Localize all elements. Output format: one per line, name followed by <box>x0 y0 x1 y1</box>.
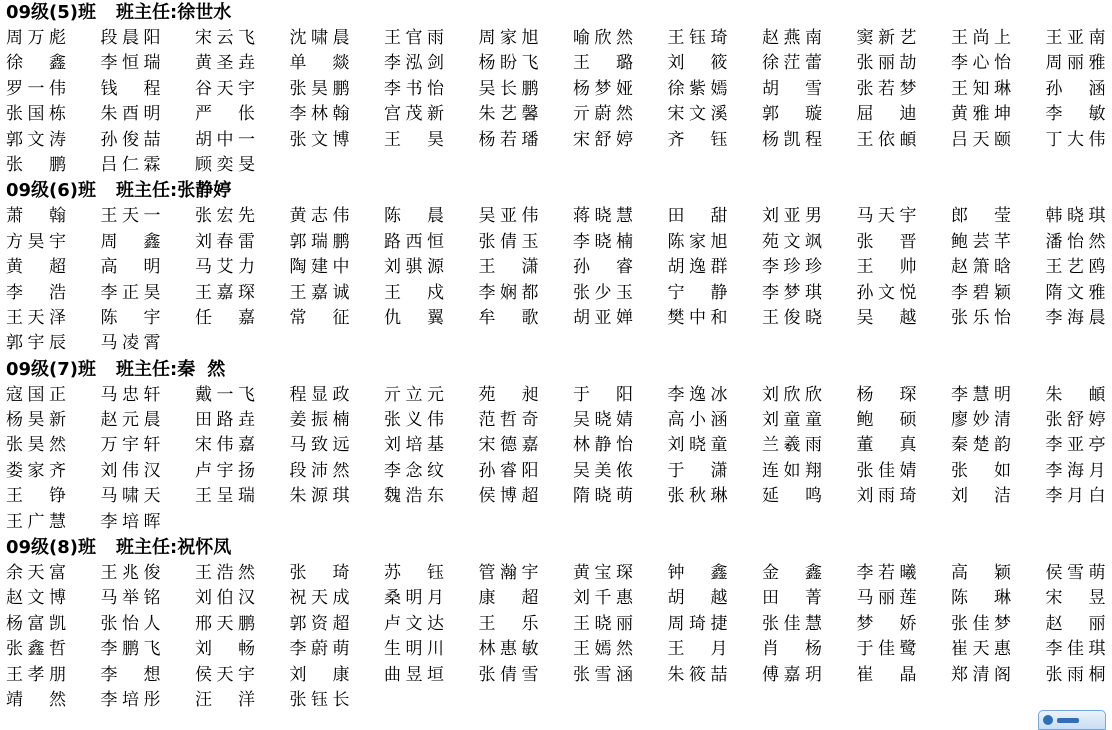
student-name: 王兆俊 <box>100 563 161 584</box>
student-name: 李逸冰 <box>667 384 728 405</box>
student-name: 苏钰 <box>384 563 444 584</box>
student-name: 张昊然 <box>6 435 66 456</box>
student-name: 崔晶 <box>856 664 917 685</box>
student-name: 张国栋 <box>6 104 66 125</box>
student-name: 刘培基 <box>384 435 444 456</box>
student-name: 王依頔 <box>856 129 917 150</box>
student-name: 程显政 <box>289 384 350 405</box>
student-name: 胡中一 <box>195 129 255 150</box>
student-name: 魏浩东 <box>384 486 444 507</box>
student-name: 刘伯汉 <box>195 588 255 609</box>
teacher-name: 张静婷 <box>177 180 232 202</box>
student-name: 朱源琪 <box>289 486 350 507</box>
student-name: 朱筱喆 <box>667 664 728 685</box>
student-name: 傅嘉玥 <box>762 664 822 685</box>
student-name: 张倩雪 <box>478 664 539 685</box>
student-name: 金鑫 <box>762 563 822 584</box>
student-name: 孙睿 <box>573 257 633 278</box>
student-name: 萧翰 <box>6 206 66 227</box>
student-name: 张少玉 <box>573 282 633 303</box>
student-name: 李恒瑞 <box>100 53 161 74</box>
teacher-name: 祝怀凤 <box>177 537 232 559</box>
student-name: 王嫣然 <box>573 639 633 660</box>
student-name: 张丽劼 <box>856 53 917 74</box>
student-name: 高明 <box>100 257 161 278</box>
class-section <box>0 535 1112 713</box>
student-name: 李泓剑 <box>384 53 444 74</box>
student-name: 张若梦 <box>856 78 917 99</box>
student-name: 郎莹 <box>951 206 1011 227</box>
student-name: 余天富 <box>6 563 66 584</box>
student-name: 陈家旭 <box>667 231 728 252</box>
student-name: 李敏 <box>1045 104 1106 125</box>
class-label: 09级(5)班 <box>6 2 97 23</box>
student-name: 严伥 <box>195 104 255 125</box>
student-name: 汪洋 <box>195 689 255 710</box>
student-name: 杨琛 <box>856 384 917 405</box>
student-name: 徐紫嫣 <box>667 78 728 99</box>
student-name: 路西恒 <box>384 231 444 252</box>
student-name: 王艺鸥 <box>1045 257 1106 278</box>
student-name: 张雪涵 <box>573 664 633 685</box>
student-name: 侯雪萌 <box>1045 563 1106 584</box>
student-name: 李浩 <box>6 282 66 303</box>
student-name: 牟歌 <box>478 307 539 328</box>
student-name: 黄圣垚 <box>195 53 255 74</box>
student-name: 侯天宇 <box>195 664 255 685</box>
student-name: 管瀚宇 <box>478 563 539 584</box>
student-name: 李娴都 <box>478 282 539 303</box>
student-name: 张如 <box>951 460 1011 481</box>
student-name: 李亚亭 <box>1045 435 1106 456</box>
student-name: 单燚 <box>289 53 350 74</box>
student-name: 钱程 <box>100 78 161 99</box>
student-name: 仇翼 <box>384 307 444 328</box>
student-name: 郭瑞鹏 <box>289 231 350 252</box>
class-label: 09级(7)班 <box>6 358 97 380</box>
student-name: 黄宝琛 <box>573 563 633 584</box>
student-name: 胡逸群 <box>667 257 728 278</box>
student-name: 张秋琳 <box>667 486 728 507</box>
student-name: 范哲奇 <box>478 410 539 431</box>
student-name: 刘洁 <box>951 486 1011 507</box>
student-name: 胡越 <box>667 588 728 609</box>
student-name: 王晓丽 <box>573 613 633 634</box>
student-name: 王俊晓 <box>762 307 822 328</box>
student-name: 李珍珍 <box>762 257 822 278</box>
student-name: 鲍芸芊 <box>951 231 1011 252</box>
student-name: 宋文溪 <box>667 104 728 125</box>
student-name: 靖然 <box>6 689 66 710</box>
student-name: 钟鑫 <box>667 563 728 584</box>
class-header <box>0 357 1112 383</box>
student-name: 亓立元 <box>384 384 444 405</box>
student-name: 曲昱垣 <box>384 664 444 685</box>
student-name: 吴晓婧 <box>573 410 633 431</box>
student-name: 陈琳 <box>951 588 1011 609</box>
student-grid <box>0 204 1112 356</box>
student-name: 丁大伟 <box>1045 129 1106 150</box>
student-name: 张宏先 <box>195 206 255 227</box>
student-name: 王潇 <box>478 257 539 278</box>
student-name: 张鹏 <box>6 154 66 175</box>
teacher-label: 班主任: <box>116 537 178 559</box>
student-name: 赵丽 <box>1045 613 1106 634</box>
student-name: 王铮 <box>6 486 66 507</box>
student-name: 林静怡 <box>573 435 633 456</box>
student-name: 张怡人 <box>100 613 161 634</box>
student-name: 林惠敏 <box>478 639 539 660</box>
teacher-name: 秦然 <box>177 358 238 380</box>
class-label: 09级(6)班 <box>6 180 97 202</box>
student-name: 吕仁霖 <box>100 154 161 175</box>
student-name: 王官雨 <box>384 28 444 48</box>
student-name: 王戍 <box>384 282 444 303</box>
student-name: 张晋 <box>856 231 917 252</box>
student-grid <box>0 383 1112 535</box>
student-name: 杨若璠 <box>478 129 539 150</box>
student-name: 郭资超 <box>289 613 350 634</box>
student-name: 樊中和 <box>667 307 728 328</box>
student-name: 张琦 <box>289 563 350 584</box>
student-name: 于潇 <box>667 460 728 481</box>
student-name: 赵文博 <box>6 588 66 609</box>
student-name: 胡雪 <box>762 78 822 99</box>
student-name: 黄雅坤 <box>951 104 1011 125</box>
corner-logo-icon <box>1038 710 1106 730</box>
student-name: 李心怡 <box>951 53 1011 74</box>
student-name: 周琦捷 <box>667 613 728 634</box>
student-name: 隋文雅 <box>1045 282 1106 303</box>
student-name: 苑昶 <box>478 384 539 405</box>
student-name: 桑明月 <box>384 588 444 609</box>
student-name: 吴亚伟 <box>478 206 539 227</box>
student-name: 杨凯程 <box>762 129 822 150</box>
student-name: 周万彪 <box>6 28 66 48</box>
student-name: 赵燕南 <box>762 28 822 48</box>
student-name: 张鑫哲 <box>6 639 66 660</box>
student-name: 李海月 <box>1045 460 1106 481</box>
student-name: 李月白 <box>1045 486 1106 507</box>
student-name: 窦新艺 <box>856 28 917 48</box>
student-name: 喻欣然 <box>573 28 633 48</box>
student-name: 张佳婧 <box>856 460 917 481</box>
student-name: 刘亚男 <box>762 206 822 227</box>
student-name: 祝天成 <box>289 588 350 609</box>
student-name: 刘伟汉 <box>100 460 161 481</box>
student-name: 高小涵 <box>667 410 728 431</box>
student-name: 张文博 <box>289 129 350 150</box>
student-grid <box>0 561 1112 713</box>
student-name: 刘童童 <box>762 410 822 431</box>
student-name: 李想 <box>100 664 161 685</box>
teacher-label: 班主任: <box>116 180 178 202</box>
student-name: 赵箫晗 <box>951 257 1011 278</box>
student-name: 王知琳 <box>951 78 1011 99</box>
student-name: 周丽雅 <box>1045 53 1106 74</box>
student-name: 李书怡 <box>384 78 444 99</box>
student-name: 宋云飞 <box>195 28 255 48</box>
student-name: 侯博超 <box>478 486 539 507</box>
student-name: 马致远 <box>289 435 350 456</box>
class-section <box>0 357 1112 535</box>
student-name: 黄超 <box>6 257 66 278</box>
class-label: 09级(8)班 <box>6 537 97 559</box>
student-name: 刘春雷 <box>195 231 255 252</box>
student-name: 张义伟 <box>384 410 444 431</box>
student-name: 谷天宇 <box>195 78 255 99</box>
student-name: 张倩玉 <box>478 231 539 252</box>
student-name: 马丽莲 <box>856 588 917 609</box>
student-name: 王帅 <box>856 257 917 278</box>
student-name: 刘雨琦 <box>856 486 917 507</box>
student-name: 万宇轩 <box>100 435 161 456</box>
teacher-name: 徐世水 <box>177 2 232 23</box>
student-name: 陈宇 <box>100 307 161 328</box>
student-name: 刘康 <box>289 664 350 685</box>
student-name: 康超 <box>478 588 539 609</box>
student-name: 马举铭 <box>100 588 161 609</box>
student-name: 马凌霄 <box>100 333 161 354</box>
student-name: 刘骐源 <box>384 257 444 278</box>
student-name: 宋昱 <box>1045 588 1106 609</box>
student-name: 杨昊新 <box>6 410 66 431</box>
student-name: 刘晓童 <box>667 435 728 456</box>
student-name: 杨梦娅 <box>573 78 633 99</box>
student-name: 齐钰 <box>667 129 728 150</box>
student-name: 王天一 <box>100 206 161 227</box>
student-name: 朱艺馨 <box>478 104 539 125</box>
student-name: 连如翔 <box>762 460 822 481</box>
student-name: 董真 <box>856 435 917 456</box>
student-name: 孙涵 <box>1045 78 1106 99</box>
student-name: 王嘉琛 <box>195 282 255 303</box>
student-name: 王月 <box>667 639 728 660</box>
student-name: 李碧颖 <box>951 282 1011 303</box>
student-name: 王乐 <box>478 613 539 634</box>
teacher-label: 班主任: <box>116 2 178 23</box>
student-name: 吴越 <box>856 307 917 328</box>
student-name: 李蔚萌 <box>289 639 350 660</box>
student-name: 周鑫 <box>100 231 161 252</box>
student-name: 张雨桐 <box>1045 664 1106 685</box>
teacher-label: 班主任: <box>116 358 178 380</box>
student-name: 潘怡然 <box>1045 231 1106 252</box>
student-name: 李海晨 <box>1045 307 1106 328</box>
student-name: 胡亚婵 <box>573 307 633 328</box>
student-name: 郭文涛 <box>6 129 66 150</box>
student-name: 王钰琦 <box>667 28 728 48</box>
student-name: 马啸天 <box>100 486 161 507</box>
student-name: 段沛然 <box>289 460 350 481</box>
student-name: 宋舒婷 <box>573 129 633 150</box>
student-name: 马忠轩 <box>100 384 161 405</box>
student-name: 方昊宇 <box>6 231 66 252</box>
student-name: 张昊鹏 <box>289 78 350 99</box>
student-name: 顾奕旻 <box>195 154 255 175</box>
student-name: 李培晖 <box>100 511 161 532</box>
student-name: 刘畅 <box>195 639 255 660</box>
student-name: 卢宇扬 <box>195 460 255 481</box>
student-name: 宋伟嘉 <box>195 435 255 456</box>
student-name: 王尚上 <box>951 28 1011 48</box>
student-name: 崔天惠 <box>951 639 1011 660</box>
student-name: 姜振楠 <box>289 410 350 431</box>
class-section <box>0 0 1112 178</box>
class-header <box>0 535 1112 561</box>
student-name: 王广慧 <box>6 511 66 532</box>
student-name: 王嘉诚 <box>289 282 350 303</box>
student-name: 宫茂新 <box>384 104 444 125</box>
student-name: 赵元晨 <box>100 410 161 431</box>
student-name: 李念纹 <box>384 460 444 481</box>
student-name: 常征 <box>289 307 350 328</box>
student-name: 郭宇辰 <box>6 333 66 354</box>
student-name: 苑文飒 <box>762 231 822 252</box>
student-name: 亓蔚然 <box>573 104 633 125</box>
student-name: 鲍硕 <box>856 410 917 431</box>
student-name: 罗一伟 <box>6 78 66 99</box>
student-name: 张佳梦 <box>951 613 1011 634</box>
student-name: 陈晨 <box>384 206 444 227</box>
student-name: 屈迪 <box>856 104 917 125</box>
student-name: 宁静 <box>667 282 728 303</box>
student-name: 生明川 <box>384 639 444 660</box>
student-name: 沈啸晨 <box>289 28 350 48</box>
student-name: 杨盼飞 <box>478 53 539 74</box>
student-name: 戴一飞 <box>195 384 255 405</box>
student-name: 徐茳蕾 <box>762 53 822 74</box>
student-name: 李晓楠 <box>573 231 633 252</box>
student-name: 刘欣欣 <box>762 384 822 405</box>
student-name: 郭璇 <box>762 104 822 125</box>
student-name: 田菁 <box>762 588 822 609</box>
student-name: 马天宇 <box>856 206 917 227</box>
student-name: 高颖 <box>951 563 1011 584</box>
class-header <box>0 0 1112 26</box>
student-name: 王昊 <box>384 129 444 150</box>
student-name: 王浩然 <box>195 563 255 584</box>
student-name: 李正昊 <box>100 282 161 303</box>
student-name: 黄志伟 <box>289 206 350 227</box>
student-name: 于佳鹭 <box>856 639 917 660</box>
class-header <box>0 178 1112 204</box>
student-name: 秦楚韵 <box>951 435 1011 456</box>
student-name: 吴美侬 <box>573 460 633 481</box>
student-name: 延鸣 <box>762 486 822 507</box>
student-name: 李培彤 <box>100 689 161 710</box>
student-name: 李鹏飞 <box>100 639 161 660</box>
student-name: 张佳慧 <box>762 613 822 634</box>
student-name: 王天泽 <box>6 307 66 328</box>
student-name: 王呈瑞 <box>195 486 255 507</box>
student-name: 吴长鹏 <box>478 78 539 99</box>
student-name: 肖杨 <box>762 639 822 660</box>
student-name: 刘千惠 <box>573 588 633 609</box>
student-name: 孙俊喆 <box>100 129 161 150</box>
student-name: 李林翰 <box>289 104 350 125</box>
student-name: 梦娇 <box>856 613 917 634</box>
student-name: 娄家齐 <box>6 460 66 481</box>
student-name: 王亚南 <box>1045 28 1106 48</box>
student-name: 朱頔 <box>1045 384 1106 405</box>
student-name: 段晨阳 <box>100 28 161 48</box>
student-name: 张钰长 <box>289 689 350 710</box>
student-name: 任嘉 <box>195 307 255 328</box>
student-name: 寇国正 <box>6 384 66 405</box>
student-name: 于阳 <box>573 384 633 405</box>
student-name: 王孝朋 <box>6 664 66 685</box>
student-name: 王璐 <box>573 53 633 74</box>
student-name: 刘筱 <box>667 53 728 74</box>
student-name: 孙睿阳 <box>478 460 539 481</box>
student-name: 邢天鹏 <box>195 613 255 634</box>
student-name: 李慧明 <box>951 384 1011 405</box>
student-name: 李若曦 <box>856 563 917 584</box>
student-name: 郑清阁 <box>951 664 1011 685</box>
student-grid <box>0 26 1112 178</box>
student-name: 杨富凯 <box>6 613 66 634</box>
student-name: 李佳琪 <box>1045 639 1106 660</box>
student-name: 蒋晓慧 <box>573 206 633 227</box>
student-name: 卢文达 <box>384 613 444 634</box>
student-name: 朱酉明 <box>100 104 161 125</box>
student-name: 兰羲雨 <box>762 435 822 456</box>
student-name: 张舒婷 <box>1045 410 1106 431</box>
student-name: 李梦琪 <box>762 282 822 303</box>
student-name: 田路垚 <box>195 410 255 431</box>
student-name: 张乐怡 <box>951 307 1011 328</box>
student-name: 韩晓琪 <box>1045 206 1106 227</box>
student-name: 吕天颐 <box>951 129 1011 150</box>
student-name: 宋德嘉 <box>478 435 539 456</box>
student-name: 孙文悦 <box>856 282 917 303</box>
student-name: 田甜 <box>667 206 728 227</box>
student-name: 周家旭 <box>478 28 539 48</box>
student-name: 廖妙清 <box>951 410 1011 431</box>
student-name: 马艾力 <box>195 257 255 278</box>
student-name: 徐鑫 <box>6 53 66 74</box>
student-name: 隋晓萌 <box>573 486 633 507</box>
student-name: 陶建中 <box>289 257 350 278</box>
class-section <box>0 178 1112 356</box>
